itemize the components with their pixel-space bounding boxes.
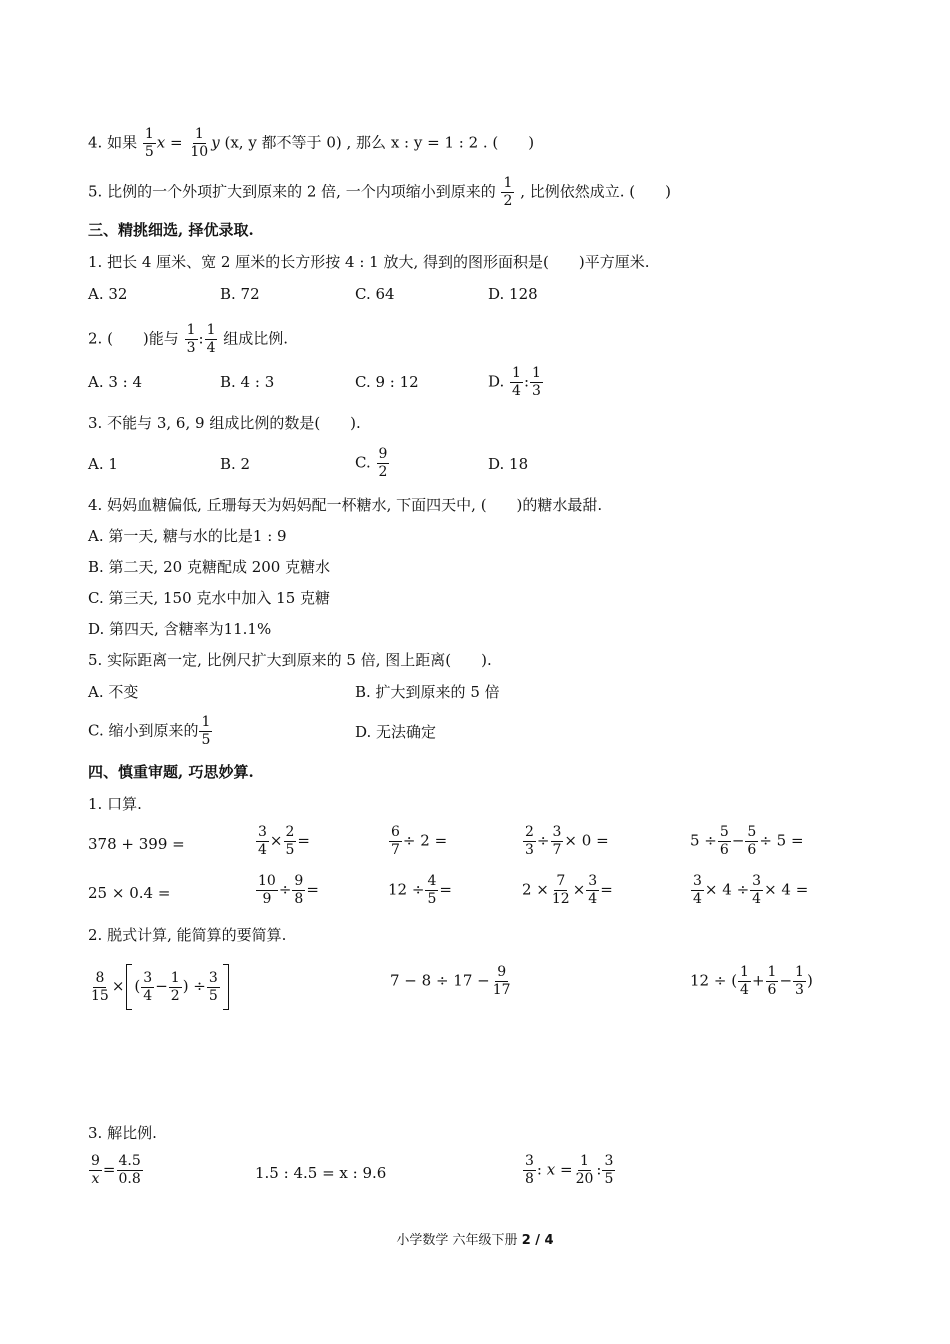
oral-9: 2 × $\frac{7}{12}$ × $\frac{3}{4}$ = xyxy=(522,873,613,907)
fraction: $\frac{1}{10}$ xyxy=(190,126,209,160)
oral-10: $\frac{3}{4}$ × 4 ÷ $\frac{3}{4}$ × 4 = xyxy=(693,873,809,907)
fraction: $\frac{1}{4}$ xyxy=(206,322,216,356)
judge-q4: 4. 如果 $\frac{1}{5}$ x = $\frac{1}{10}$ y (x, y 都不等于 0) , 那么 x : y = 1 : 2 . ( ) xyxy=(88,126,535,160)
oral-5: 5 ÷ $\frac{5}{6}$ − $\frac{5}{6}$ ÷ 5 = xyxy=(690,824,804,858)
prop-2: 1.5 : 4.5 = x : 9.6 xyxy=(255,1164,387,1182)
q4-mid: (x, y 都不等于 0) , 那么 xyxy=(224,133,387,152)
page-number: 2 / 4 xyxy=(521,1233,554,1248)
s4-p2: 2. 脱式计算, 能简算的要简算. xyxy=(88,926,287,944)
footer-text: 小学数学 六年级下册 xyxy=(396,1233,522,1248)
s3-q1: 1. 把长 4 厘米、宽 2 厘米的长方形按 4 : 1 放大, 得到的图形面积是( )平方厘米. xyxy=(88,253,650,271)
q4-prefix: 4. 如果 xyxy=(88,133,138,152)
calc-3-part-a: 12 ÷ ( xyxy=(690,971,738,990)
oral-5-part-c: ÷ 5 = xyxy=(759,831,804,850)
oral-1: 378 + 399 = xyxy=(88,835,185,853)
oral-2: $\frac{3}{4}$ × $\frac{2}{5}$ = xyxy=(258,824,310,858)
oral-8: 12 ÷ $\frac{4}{5}$ = xyxy=(388,873,452,907)
s3-q4: 4. 妈妈血糖偏低, 丘珊每天为妈妈配一杯糖水, 下面四天中, ( )的糖水最甜. xyxy=(88,496,603,514)
s3-q5-b: B. 扩大到原来的 5 倍 xyxy=(355,683,500,701)
fraction: $\frac{9}{2}$ xyxy=(378,446,388,480)
fraction: $\frac{1}{3}$ xyxy=(186,322,196,356)
oral-4: $\frac{2}{3}$ ÷ $\frac{3}{7}$ × 0 = xyxy=(525,824,609,858)
calc-2: 7 − 8 ÷ 17 − $\frac{9}{17}$ xyxy=(390,964,511,998)
s3-q4-d: D. 第四天, 含糖率为11.1% xyxy=(88,620,272,638)
s3-q1-b: B. 72 xyxy=(220,285,260,303)
s4-p1: 1. 口算. xyxy=(88,795,142,813)
fraction: $\frac{1}{2}$ xyxy=(503,175,513,209)
s3-q5-d: D. 无法确定 xyxy=(355,723,437,741)
s4-p3: 3. 解比例. xyxy=(88,1124,157,1142)
option-d-label: D. xyxy=(488,372,505,391)
s3-q2-a: A. 3 : 4 xyxy=(88,373,143,391)
option-c-label: C. 缩小到原来的 xyxy=(88,721,199,740)
q5-prefix: 5. 比例的一个外项扩大到原来的 2 倍, 一个内项缩小到原来的 xyxy=(88,182,496,201)
s3-q3-c xyxy=(355,446,390,481)
fraction: $\frac{1}{5}$ xyxy=(144,126,154,160)
s3-q5: 5. 实际距离一定, 比例尺扩大到原来的 5 倍, 图上距离( ). xyxy=(88,651,492,669)
s3-q2: 2. ( )能与 $\frac{1}{3}$ : $\frac{1}{4}$ 组成比例. xyxy=(88,322,289,356)
s3-q1-d: D. 128 xyxy=(488,285,538,303)
s3-q4-a: A. 第一天, 糖与水的比是1 : 9 xyxy=(88,527,287,545)
s3-q5-c xyxy=(88,714,213,749)
s3-q3: 3. 不能与 3, 6, 9 组成比例的数是( ). xyxy=(88,414,361,432)
section4-title: 四、慎重审题, 巧思妙算. xyxy=(88,763,254,781)
prop-1: $\frac{9}{x}$ = $\frac{4.5}{0.8}$ xyxy=(91,1153,141,1187)
s3-q3-a: A. 1 xyxy=(88,455,118,473)
s3-q2-b: B. 4 : 3 xyxy=(220,373,275,391)
calc-2-part-a: 7 − 8 ÷ 17 − xyxy=(390,971,490,990)
oral-5-part-b: − xyxy=(731,831,745,850)
s3-q3-d: D. 18 xyxy=(488,455,529,473)
prop-3: $\frac{3}{8}$ : x = $\frac{1}{20}$ : $\frac{3}{5}$ xyxy=(525,1153,614,1187)
page-footer xyxy=(0,1229,950,1248)
s3-q3-b: B. 2 xyxy=(220,455,251,473)
s3-q4-b: B. 第二天, 20 克糖配成 200 克糖水 xyxy=(88,558,331,576)
fraction: $\frac{1}{4}$ xyxy=(512,365,521,399)
s3-q4-c: C. 第三天, 150 克水中加入 15 克糖 xyxy=(88,589,331,607)
q2-post: 组成比例. xyxy=(223,329,289,348)
s3-q2-c: C. 9 : 12 xyxy=(355,373,419,391)
s3-q1-a: A. 32 xyxy=(88,285,128,303)
calc-1: $\frac{8}{15}$ × ( $\frac{3}{4}$ − $\frac{1}{2}$ ) ÷ $\frac{3}{5}$ xyxy=(88,964,231,1010)
oral-8-part-a: 12 ÷ xyxy=(388,880,425,899)
option-c-label: C. xyxy=(355,453,371,472)
oral-5-part-a: 5 ÷ xyxy=(690,831,717,850)
fraction: $\frac{1}{3}$ xyxy=(532,365,541,399)
q4-post: x : y = 1 : 2 . ( ) xyxy=(390,133,535,152)
s3-q2-d: D. $\frac{1}{4}$ : $\frac{1}{3}$ xyxy=(488,365,541,399)
s3-q1-c: C. 64 xyxy=(355,285,395,303)
q2-prefix: 2. ( )能与 xyxy=(88,329,179,348)
judge-q5 xyxy=(88,175,671,210)
oral-7: $\frac{10}{9}$ ÷ $\frac{9}{8}$ = xyxy=(258,873,319,907)
oral-6: 25 × 0.4 = xyxy=(88,884,171,902)
fraction: $\frac{1}{5}$ xyxy=(201,714,211,748)
calc-3: 12 ÷ ( $\frac{1}{4}$ + $\frac{1}{6}$ − $\frac{1}{3}$ ) xyxy=(690,964,813,998)
s3-q5-a: A. 不变 xyxy=(88,683,139,701)
oral-3: $\frac{6}{7}$ ÷ 2 = xyxy=(391,824,448,858)
section3-title: 三、精挑细选, 择优录取. xyxy=(88,221,254,239)
q5-post: , 比例依然成立. ( ) xyxy=(520,182,671,201)
